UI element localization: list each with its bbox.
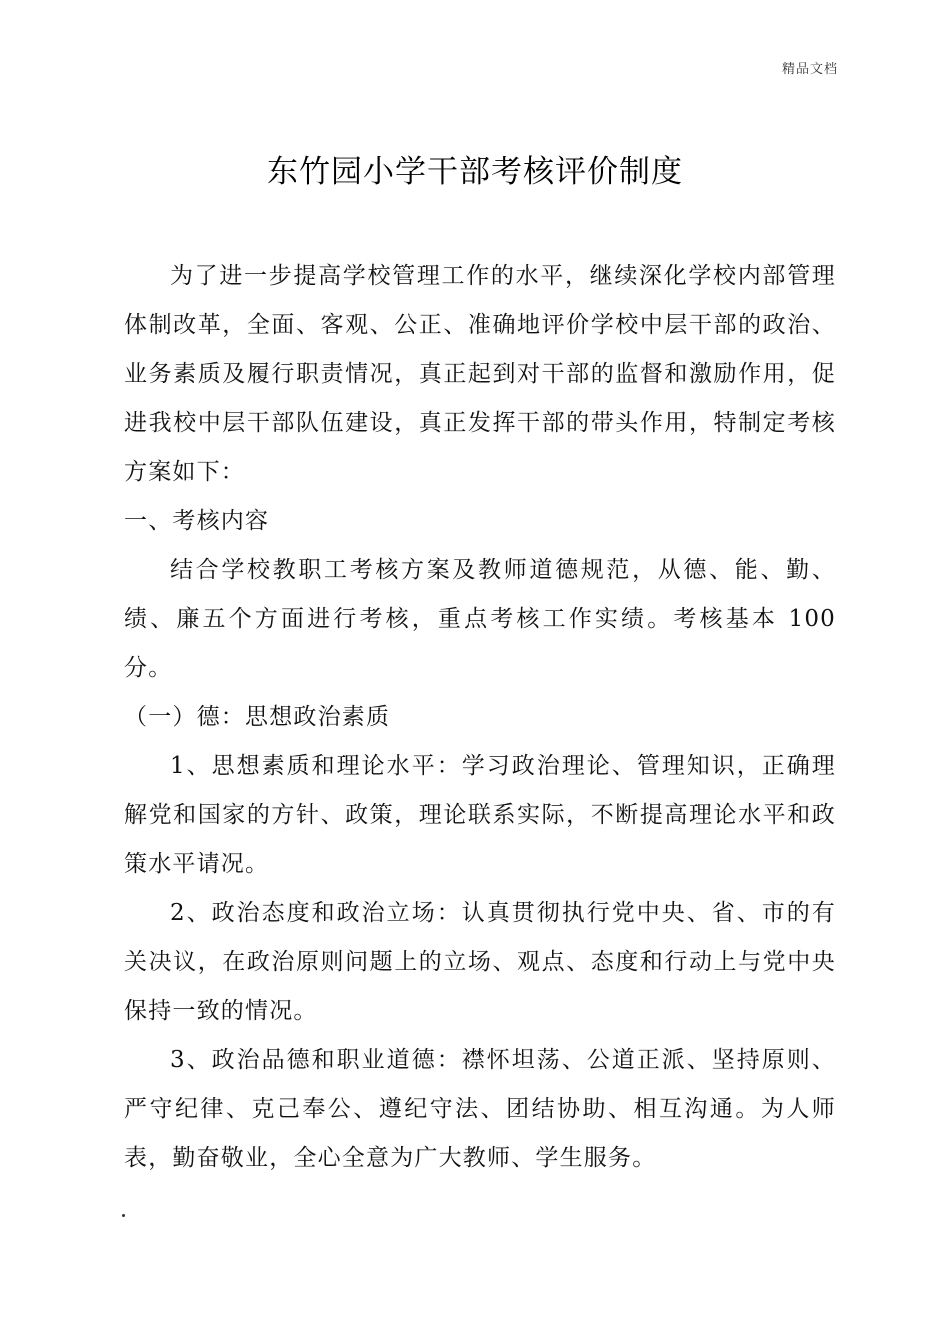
item-paragraph-2: 2、政治态度和政治立场：认真贯彻执行党中央、省、市的有关决议，在政治原则问题上的立场、观点、态度和行动上与党中央保持一致的情况。	[124, 900, 836, 1024]
item-paragraph-3: 3、政治品德和职业道德：襟怀坦荡、公道正派、坚持原则、严守纪律、克己奉公、遵纪守法、团结协助、相互沟通。为人师表，勤奋敬业，全心全意为广大教师、学生服务。	[124, 1047, 836, 1171]
item-paragraph-1: 1、思想素质和理论水平：学习政治理论、管理知识，正确理解党和国家的方针、政策，理论联系实际，不断提高理论水平和政策水平请况。	[124, 753, 836, 877]
document-body	[124, 252, 836, 1183]
section-heading-content: 一、考核内容	[124, 508, 270, 534]
intro-paragraph: 为了进一步提高学校管理工作的水平，继续深化学校内部管理体制改革，全面、客观、公正、准确地评价学校中层干部的政治、业务素质及履行职责情况，真正起到对干部的监督和激励作用，促进我校中层干部队伍建设，真正发挥干部的带头作用，特制定考核方案如下：	[124, 263, 836, 485]
document-title: 东竹园小学干部考核评价制度	[267, 154, 683, 190]
subsection-heading-morality: （一）德：思想政治素质	[124, 704, 391, 730]
header-watermark: 精品文档	[781, 62, 838, 77]
content-paragraph: 结合学校教职工考核方案及教师道德规范，从德、能、勤、绩、廉五个方面进行考核，重点考核工作实绩。考核基本 100 分。	[124, 557, 836, 681]
footer-dot	[122, 1214, 125, 1217]
